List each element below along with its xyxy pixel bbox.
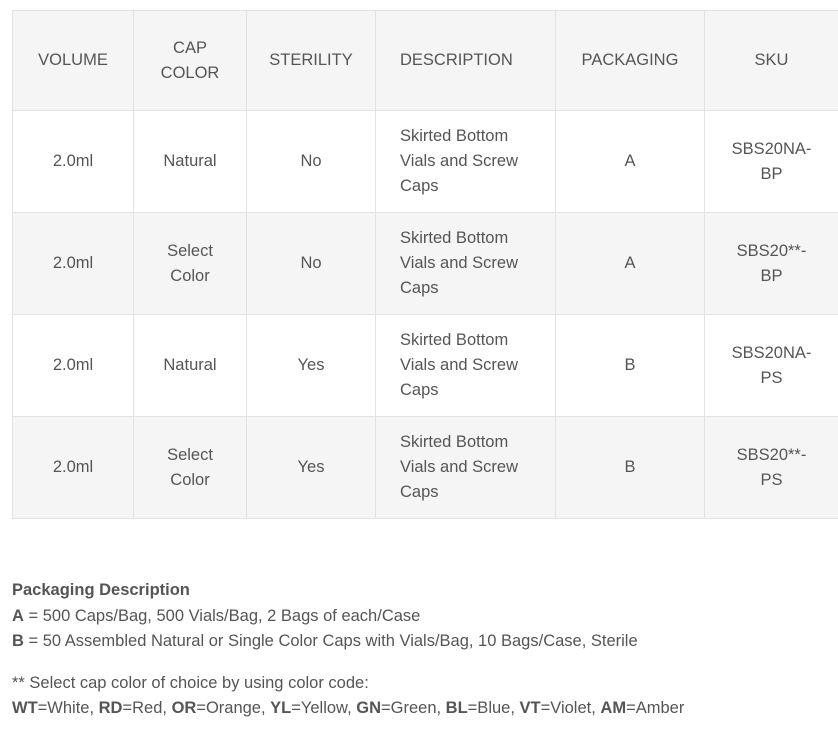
cell-description bbox=[376, 315, 556, 417]
packaging-b-text: = 50 Assembled Natural or Single Color Caps with Vials/Bag, 10 Bags/Case, Sterile bbox=[23, 632, 638, 650]
header-volume bbox=[13, 11, 134, 111]
color-code-intro: ** Select cap color of choice by using color code: bbox=[12, 673, 369, 692]
color-separator: , bbox=[260, 699, 271, 717]
cell-volume bbox=[13, 213, 134, 315]
sku-line1: SBS20NA- bbox=[731, 343, 812, 362]
cell-cap-color bbox=[134, 213, 247, 315]
description-line1: Skirted Bottom bbox=[400, 127, 509, 145]
description-line2: Vials and Screw bbox=[400, 458, 519, 476]
cell-sterility bbox=[247, 417, 376, 519]
packaging-a-text: = 500 Caps/Bag, 500 Vials/Bag, 2 Bags of each/Case bbox=[23, 606, 421, 625]
sku-line2: BP bbox=[760, 266, 783, 285]
volume-value: 2.0ml bbox=[52, 356, 94, 374]
header-cap-color-line2: COLOR bbox=[160, 63, 220, 82]
description-line2: Vials and Screw bbox=[400, 356, 519, 374]
color-code: OR bbox=[171, 699, 197, 717]
cell-packaging bbox=[556, 315, 705, 417]
table-row bbox=[13, 417, 838, 519]
description-line3: Caps bbox=[400, 483, 439, 501]
description-line3: Caps bbox=[400, 279, 439, 297]
color-separator: , bbox=[591, 699, 601, 717]
header-sku-label: SKU bbox=[754, 51, 789, 69]
sterility-value: Yes bbox=[297, 356, 325, 374]
sterility-value: No bbox=[300, 152, 322, 170]
cap-color-value: Natural bbox=[163, 152, 217, 170]
color-name: =Green bbox=[381, 699, 437, 717]
header-sterility-label: STERILITY bbox=[269, 51, 353, 69]
color-name: =Violet bbox=[540, 699, 592, 717]
color-separator: , bbox=[89, 699, 99, 717]
description-line2: Vials and Screw bbox=[400, 152, 519, 170]
header-cap-color-line1: CAP bbox=[173, 38, 207, 57]
cell-sterility bbox=[247, 315, 376, 417]
header-cap-color bbox=[134, 11, 247, 111]
sku-line1: SBS20**- bbox=[736, 241, 807, 260]
description-line3: Caps bbox=[400, 177, 439, 195]
description-line1: Skirted Bottom bbox=[400, 229, 509, 247]
notes-section bbox=[12, 578, 684, 722]
cell-cap-color bbox=[134, 111, 247, 213]
cell-packaging bbox=[556, 213, 705, 315]
volume-value: 2.0ml bbox=[52, 152, 94, 170]
sku-line2: BP bbox=[760, 164, 783, 183]
cell-description bbox=[376, 417, 556, 519]
cell-cap-color bbox=[134, 417, 247, 519]
product-table-container bbox=[12, 10, 838, 519]
color-separator: , bbox=[510, 699, 520, 717]
cell-description bbox=[376, 111, 556, 213]
cell-description bbox=[376, 213, 556, 315]
sku-line2: PS bbox=[760, 470, 783, 489]
header-packaging bbox=[556, 11, 705, 111]
color-name: =Orange bbox=[196, 699, 261, 717]
header-sku bbox=[705, 11, 838, 111]
sterility-value: Yes bbox=[297, 458, 325, 476]
color-separator: , bbox=[436, 699, 446, 717]
color-name: =Red bbox=[122, 699, 163, 717]
color-code: VT bbox=[519, 699, 541, 717]
color-name: =Blue bbox=[467, 699, 511, 717]
sku-line2: PS bbox=[760, 368, 783, 387]
header-volume-label: VOLUME bbox=[38, 51, 108, 69]
cap-color-line1: Select bbox=[167, 445, 213, 464]
cell-volume bbox=[13, 315, 134, 417]
header-description bbox=[376, 11, 556, 111]
spacer bbox=[12, 655, 684, 671]
cap-color-value: Natural bbox=[163, 356, 217, 374]
color-code: YL bbox=[270, 699, 292, 717]
color-name: =Amber bbox=[626, 699, 685, 717]
cap-color-line2: Color bbox=[170, 266, 210, 285]
cell-cap-color bbox=[134, 315, 247, 417]
color-separator: , bbox=[347, 699, 357, 717]
packaging-b-key: B bbox=[12, 632, 24, 650]
cell-sku bbox=[705, 315, 838, 417]
volume-value: 2.0ml bbox=[52, 458, 94, 476]
header-packaging-label: PACKAGING bbox=[581, 51, 679, 69]
description-line1: Skirted Bottom bbox=[400, 331, 509, 349]
color-separator: , bbox=[162, 699, 172, 717]
cell-packaging bbox=[556, 111, 705, 213]
packaging-value: A bbox=[624, 152, 636, 170]
cell-sterility bbox=[247, 111, 376, 213]
cell-sterility bbox=[247, 213, 376, 315]
color-code-list bbox=[12, 696, 684, 722]
description-line3: Caps bbox=[400, 381, 439, 399]
table-row bbox=[13, 111, 838, 213]
header-description-label: DESCRIPTION bbox=[400, 51, 513, 69]
packaging-value: A bbox=[624, 254, 636, 272]
description-line1: Skirted Bottom bbox=[400, 433, 509, 451]
color-name: =White bbox=[37, 699, 90, 717]
sku-line1: SBS20NA- bbox=[731, 139, 812, 158]
cell-packaging bbox=[556, 417, 705, 519]
cell-sku bbox=[705, 417, 838, 519]
cell-volume bbox=[13, 417, 134, 519]
header-sterility bbox=[247, 11, 376, 111]
color-code: WT bbox=[12, 699, 38, 717]
cap-color-line1: Select bbox=[167, 241, 213, 260]
color-code: AM bbox=[600, 699, 627, 717]
sterility-value: No bbox=[300, 254, 322, 272]
color-code: GN bbox=[356, 699, 381, 717]
cell-sku bbox=[705, 213, 838, 315]
color-name: =Yellow bbox=[291, 699, 348, 717]
volume-value: 2.0ml bbox=[52, 254, 94, 272]
packaging-value: B bbox=[624, 356, 636, 374]
sku-line1: SBS20**- bbox=[736, 445, 807, 464]
cell-volume bbox=[13, 111, 134, 213]
packaging-value: B bbox=[624, 458, 636, 476]
cell-sku bbox=[705, 111, 838, 213]
description-line2: Vials and Screw bbox=[400, 254, 519, 272]
packaging-b-line bbox=[12, 629, 684, 655]
packaging-a-line bbox=[12, 604, 684, 630]
table-row bbox=[13, 213, 838, 315]
packaging-a-key: A bbox=[12, 606, 24, 625]
color-code: BL bbox=[445, 699, 468, 717]
cap-color-line2: Color bbox=[170, 470, 210, 489]
table-row bbox=[13, 315, 838, 417]
packaging-description-heading: Packaging Description bbox=[12, 581, 190, 599]
product-table bbox=[12, 10, 838, 519]
color-code: RD bbox=[98, 699, 123, 717]
table-header-row bbox=[13, 11, 838, 111]
